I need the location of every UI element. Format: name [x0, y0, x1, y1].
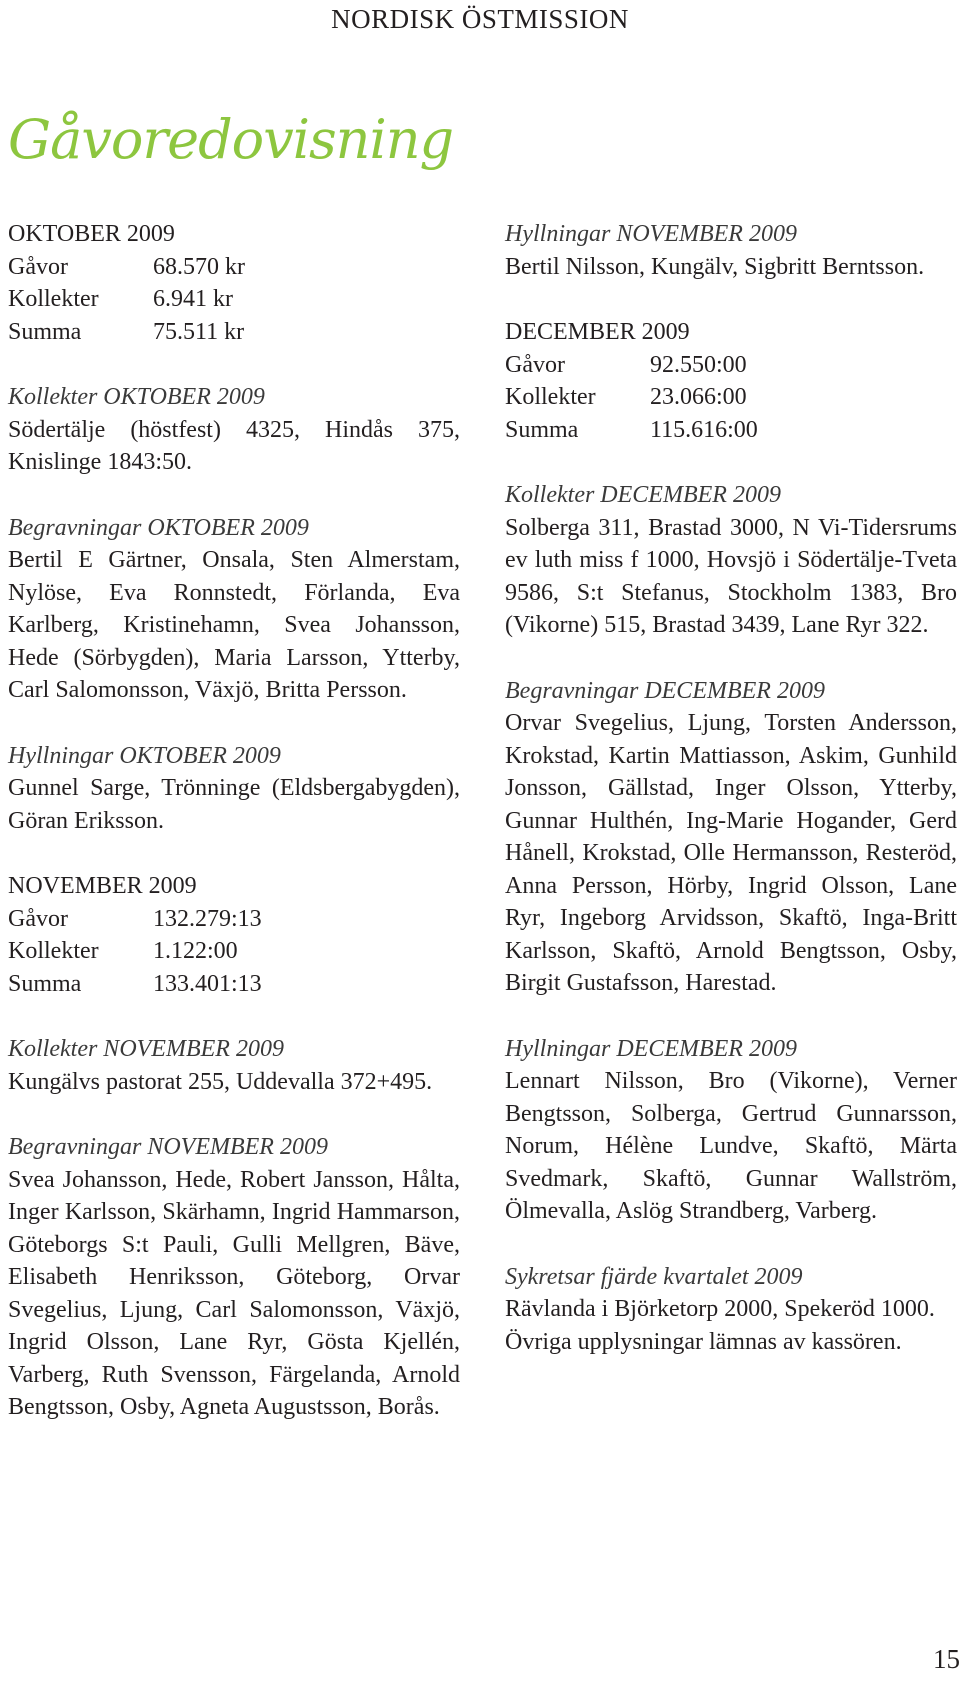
section-text: Bertil Nilsson, Kungälv, Sigbritt Berntsson.	[505, 253, 925, 280]
section-heading: Begravningar DECEMBER 2009	[505, 677, 825, 704]
section-heading: Hyllningar NOVEMBER 2009	[505, 221, 797, 247]
section-heading: Kollekter DECEMBER 2009	[505, 482, 781, 508]
december-summary	[505, 316, 957, 446]
left-column	[8, 218, 460, 1457]
hyllningar-oktober	[8, 740, 460, 838]
oktober-summary	[8, 218, 460, 348]
kollekter-oktober	[8, 381, 460, 479]
summary-row: Summa 115.616:00	[505, 416, 758, 443]
section-text: Lennart Nilsson, Bro (Vikorne), Verner Bengtsson, Solberga, Gertrud Gunnarsson, Norum, Hélène Lundve, Skaftö, Märta Svedmark, Skaftö, Gunnar Wallström, Ölmevalla, Aslög Strandberg, Varberg.	[505, 1068, 957, 1224]
section-text: Bertil E Gärtner, Onsala, Sten Almerstam, Nylöse, Eva Ronnstedt, Förlanda, Eva Karlberg, Kristinehamn, Svea Johansson, Hede (Sörbygden), Maria Larsson, Ytterby, Carl Salomonsson, Växjö, Britta Persson.	[8, 547, 460, 703]
section-heading: Sykretsar fjärde kvartalet 2009	[505, 1263, 803, 1290]
hyllningar-november	[505, 218, 957, 283]
december-heading: DECEMBER 2009	[505, 319, 690, 345]
section-text: Svea Johansson, Hede, Robert Jansson, Hålta, Inger Karlsson, Skärhamn, Ingrid Hammarson, Göteborgs S:t Pauli, Gulli Mellgren, Bäve, Elisabeth Henriksson, Göteborg, Orvar Svegelius, Ljung, Carl Salomonsson, Växjö, Ingrid Olsson, Lane Ryr, Gösta Kjellén, Varberg, Ruth Svensson, Färgelanda, Arnold Bengtsson, Osby, Agneta Augustsson, Borås.	[8, 1166, 460, 1420]
november-heading: NOVEMBER 2009	[8, 873, 197, 899]
page-number: 15	[933, 1644, 960, 1674]
summary-row: Kollekter 23.066:00	[505, 384, 747, 410]
summary-row: Gåvor 92.550:00	[505, 351, 747, 378]
begravningar-oktober	[8, 512, 460, 707]
summary-row: Summa 133.401:13	[8, 970, 262, 997]
summary-row: Gåvor 132.279:13	[8, 905, 262, 932]
oktober-heading: OKTOBER 2009	[8, 221, 175, 247]
summary-row: Summa 75.511 kr	[8, 318, 245, 345]
page-title: Gåvoredovisning	[8, 108, 454, 171]
section-heading: Begravningar NOVEMBER 2009	[8, 1134, 328, 1160]
kollekter-november	[8, 1033, 460, 1098]
summary-row: Gåvor 68.570 kr	[8, 253, 245, 280]
section-heading: Begravningar OKTOBER 2009	[8, 514, 309, 541]
section-heading: Kollekter NOVEMBER 2009	[8, 1036, 284, 1062]
section-text: Orvar Svegelius, Ljung, Torsten Andersson, Krokstad, Kartin Mattiasson, Askim, Gunhild Jonsson, Gällstad, Inger Olsson, Ytterby, Gunnar Hulthén, Ing-Marie Hogander, Gerd Hånell, Krokstad, Olle Hermansson, Resteröd, Anna Persson, Hörby, Ingrid Olsson, Lane Ryr, Ingeborg Arvidsson, Skaftö, Inga-Britt Karlsson, Skaftö, Arnold Bengtsson, Osby, Birgit Gustafsson, Harestad.	[505, 710, 957, 996]
begravningar-november	[8, 1131, 460, 1424]
section-text: Kungälvs pastorat 255, Uddevalla 372+495.	[8, 1068, 433, 1095]
section-heading: Kollekter OKTOBER 2009	[8, 384, 265, 410]
section-heading: Hyllningar DECEMBER 2009	[505, 1035, 797, 1062]
summary-row: Kollekter 6.941 kr	[8, 286, 233, 312]
kollekter-december	[505, 479, 957, 642]
section-heading: Hyllningar OKTOBER 2009	[8, 742, 281, 769]
section-note: Övriga upplysningar lämnas av kassören.	[505, 1328, 902, 1355]
sykretsar	[505, 1261, 957, 1359]
hyllningar-december	[505, 1033, 957, 1228]
section-text: Rävlanda i Björketorp 2000, Spekeröd 1000.	[505, 1296, 935, 1322]
section-text: Södertälje (höstfest) 4325, Hindås 375, Knislinge 1843:50.	[8, 416, 460, 475]
begravningar-december	[505, 675, 957, 1000]
section-text: Solberga 311, Brastad 3000, N Vi-Tidersrums ev luth miss f 1000, Hovsjö i Södertälje-Tveta 9586, S:t Stefanus, Stockholm 1383, Bro (Vikorne) 515, Brastad 3439, Lane Ryr 322.	[505, 514, 957, 638]
section-text: Gunnel Sarge, Trönninge (Eldsbergabygden), Göran Eriksson.	[8, 775, 460, 834]
november-summary	[8, 870, 460, 1000]
right-column	[505, 218, 957, 1391]
summary-row: Kollekter 1.122:00	[8, 938, 238, 964]
page-header: NORDISK ÖSTMISSION	[331, 4, 629, 34]
